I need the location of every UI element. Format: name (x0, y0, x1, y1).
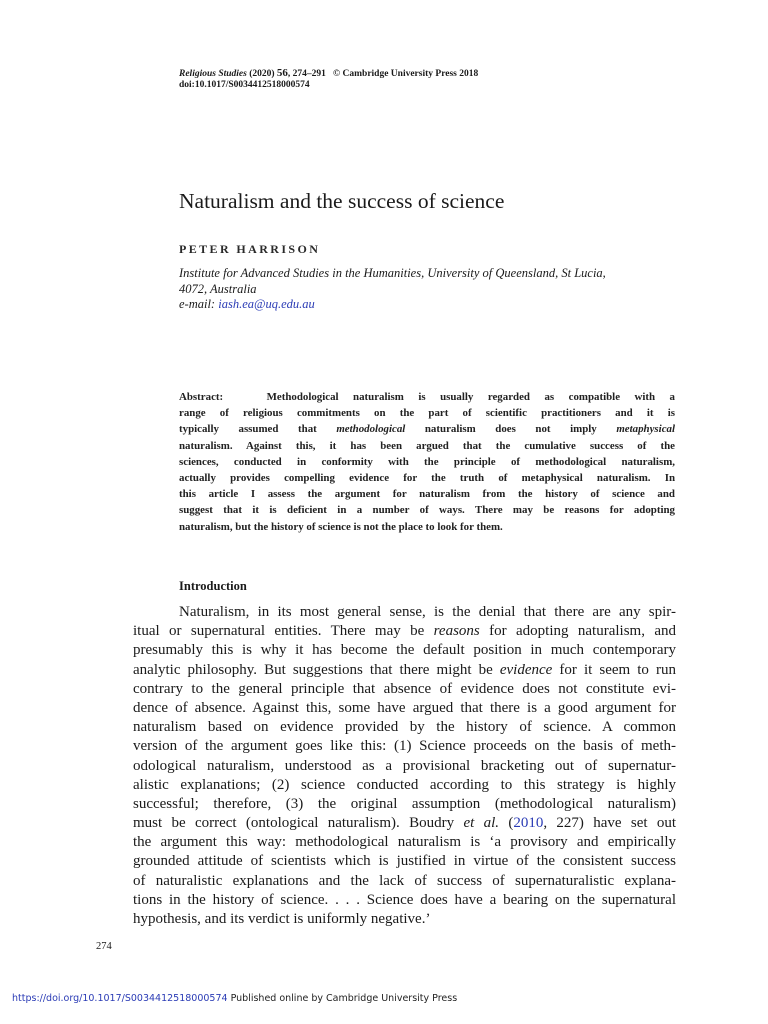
abstract-line (179, 389, 675, 405)
journal-name: Religious Studies (179, 69, 247, 79)
body-line: Naturalism, in its most general sense, is the denial that there are any spir- (179, 604, 676, 620)
footer-doi-link[interactable]: https://doi.org/10.1017/S0034412518000574 (12, 993, 228, 1004)
footer-published-text: Published online by Cambridge University Press (227, 993, 458, 1004)
abstract-text: typically assumed that (179, 423, 337, 436)
abstract-label: Abstract: (179, 391, 224, 403)
body-text: for adopting naturalism, and (479, 623, 676, 640)
abstract-line: sciences, conducted in conformity with the principle of methodological naturalism, (179, 455, 675, 468)
body-line: version of the argument goes like this: (1) Science proceeds on the basis of meth- (133, 738, 676, 755)
affiliation-line: 4072, Australia (179, 281, 257, 296)
section-heading-introduction: Introduction (179, 579, 247, 593)
abstract-line: naturalism, but the history of science is not the place to look for them. (179, 520, 503, 533)
body-text: analytic philosophy. But suggestions that there might be (133, 661, 500, 678)
page-number: 274 (96, 941, 112, 952)
abstract-line (179, 421, 675, 437)
abstract-line: actually provides compelling evidence for the truth of metaphysical naturalism. In (179, 471, 675, 484)
abstract-line: this article I assess the argument for naturalism from the history of science and (179, 488, 675, 501)
body-line: grounded attitude of scientists which is justified in virtue of the consistent success (133, 853, 676, 870)
body-emphasis: evidence (499, 661, 553, 678)
abstract-line: suggest that it is deficient in a number of ways. There may be reasons for adopting (179, 504, 675, 517)
body-emphasis: reasons (433, 623, 480, 640)
body-text: for it seem to run (552, 661, 676, 678)
footer-published-notice (12, 993, 457, 1004)
body-line: the argument this way: methodological naturalism is ‘a provisory and empirically (133, 834, 676, 851)
author-affiliation (179, 266, 679, 313)
body-text: itual or supernatural entities. There may be (133, 623, 434, 640)
abstract-emphasis: methodological (336, 423, 406, 436)
body-line: naturalism based on evidence provided by the history of science. A common (133, 719, 676, 736)
body-emphasis: et al. (463, 815, 500, 832)
body-line (133, 814, 676, 833)
abstract-line: range of religious commitments on the part of scientific practitioners and it is (179, 407, 675, 420)
body-line: presumably this is why it has become the default position in much contemporary (133, 642, 676, 659)
header-doi: doi:10.1017/S0034412518000574 (179, 80, 310, 90)
email-link[interactable]: iash.ea@uq.edu.au (218, 297, 315, 311)
abstract-text: Methodological naturalism is usually regarded as compatible with a (266, 391, 675, 403)
body-line: dence of absence. Against this, some have argued that there is a good argument for (133, 699, 676, 716)
body-line: tions in the history of science. . . . Science does have a bearing on the supernatural (133, 891, 676, 908)
body-text: ( (499, 815, 514, 832)
journal-pages: , 274–291 (287, 69, 326, 79)
email-line (179, 297, 679, 313)
abstract-emphasis: metaphysical (616, 423, 675, 436)
abstract (179, 389, 675, 535)
introduction-paragraph (133, 603, 676, 929)
body-line: odological naturalism, understood as a provisional bracketing out of supernatur- (133, 757, 676, 774)
abstract-text: naturalism does not imply (405, 423, 617, 436)
journal-year: (2020) (249, 69, 275, 79)
journal-citation (179, 67, 478, 79)
abstract-line: naturalism. Against this, it has been argued that the cumulative success of the (179, 439, 675, 452)
body-line: hypothesis, and its verdict is uniformly negative.’ (133, 911, 431, 927)
copyright-notice: © Cambridge University Press 2018 (333, 69, 479, 79)
body-line: contrary to the general principle that absence of evidence does not constitute evi- (133, 680, 676, 697)
body-line: successful; therefore, (3) the original assumption (methodological naturalism) (133, 795, 676, 812)
affiliation-line: Institute for Advanced Studies in the Humanities, University of Queensland, St Lucia, (179, 266, 606, 280)
article-title: Naturalism and the success of science (179, 189, 505, 213)
journal-volume: 56 (276, 67, 288, 79)
body-line: of naturalistic explanations and the lack of success of supernaturalistic explana- (133, 872, 676, 889)
body-line: alistic explanations; (2) science conducted according to this strategy is highly (133, 776, 676, 793)
body-line (133, 622, 676, 641)
body-text: , 227) have set out (543, 815, 677, 832)
body-line (133, 661, 676, 680)
email-label: e-mail: (179, 297, 219, 311)
author-name: PETER HARRISON (179, 242, 321, 256)
body-text: must be correct (ontological naturalism). Boudry (133, 815, 464, 832)
citation-link[interactable]: 2010 (513, 815, 544, 832)
